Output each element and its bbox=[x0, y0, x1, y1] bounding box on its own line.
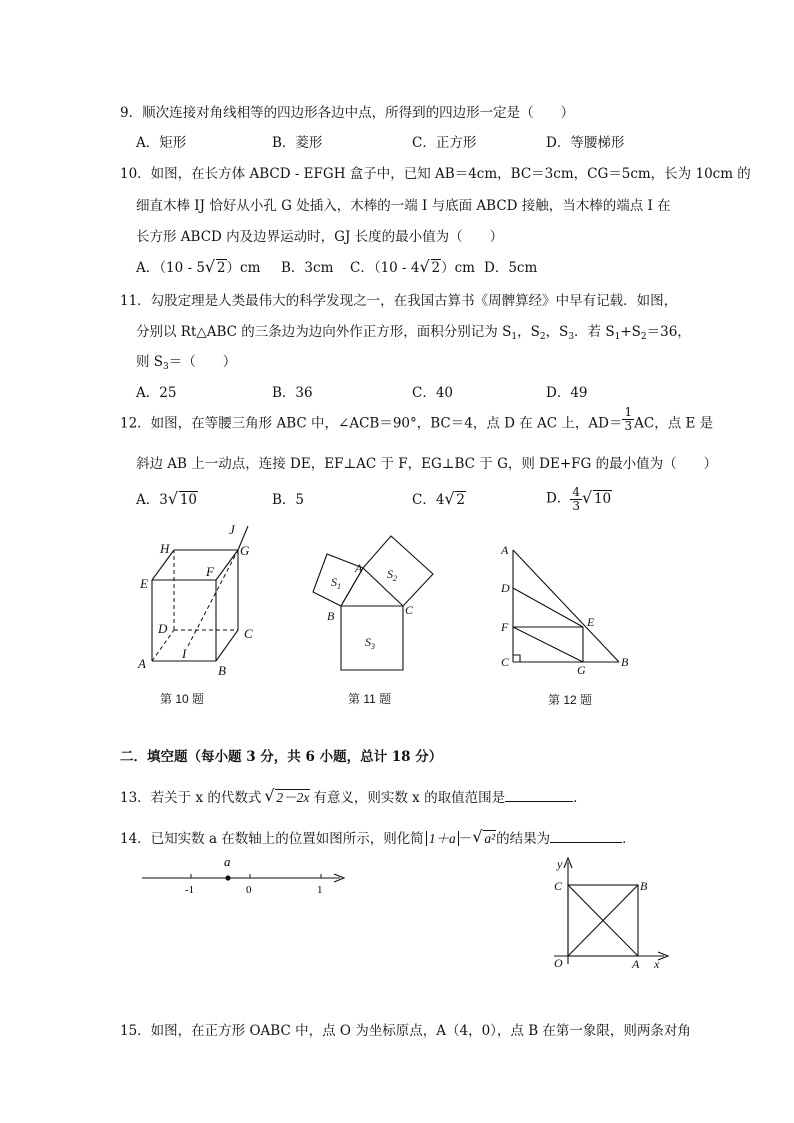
fig15-label: x bbox=[654, 957, 660, 971]
q11-option-c: C．40 bbox=[412, 385, 454, 401]
q12-line1 bbox=[120, 405, 714, 433]
q14-abs-expr: 1＋a bbox=[426, 831, 459, 846]
figure-10-box bbox=[130, 520, 260, 680]
fig12-label: A bbox=[501, 543, 509, 557]
sqrt-sign bbox=[264, 791, 310, 806]
q14-end: ． bbox=[622, 831, 636, 847]
fig10-label: H bbox=[160, 541, 170, 556]
figure-12-triangle bbox=[495, 540, 640, 675]
q10-option-c bbox=[350, 262, 475, 276]
subscript: 2 bbox=[539, 332, 546, 342]
fig10-label: A bbox=[138, 656, 146, 671]
q11-line1: 11．勾股定理是人类最伟大的科学发现之一，在我国古算书《周髀算经》中早有记载．如图， bbox=[120, 293, 678, 309]
fig10-label: B bbox=[218, 663, 226, 678]
q11-option-b: B．36 bbox=[272, 385, 313, 401]
fig10-label: C bbox=[244, 626, 253, 641]
q9-option-b: B．菱形 bbox=[272, 135, 323, 151]
section-2-title: 二．填空题（每小题 3 分，共 6 小题，总计 18 分） bbox=[120, 749, 443, 765]
fig15-label: C bbox=[554, 879, 563, 893]
fig10-label: F bbox=[206, 564, 214, 579]
q9-option-c: C．正方形 bbox=[412, 135, 477, 151]
q11-line2-text: ，S bbox=[517, 324, 540, 340]
sqrt-sign bbox=[420, 262, 442, 276]
fig10-label: D bbox=[158, 621, 168, 636]
subscript: 1 bbox=[511, 332, 518, 342]
fig11-label: B bbox=[327, 609, 335, 623]
fraction-denominator: 3 bbox=[572, 498, 580, 513]
q10-option-a-pre: A．（10 - 5 bbox=[136, 260, 205, 276]
q10-option-c-radicand: 2 bbox=[431, 260, 441, 276]
fig15-label: O bbox=[554, 956, 563, 970]
q12-option-c bbox=[412, 494, 466, 508]
sqrt-sign bbox=[168, 494, 198, 508]
fig12-label: D bbox=[501, 581, 510, 595]
q13-line bbox=[120, 789, 587, 806]
q11-line3 bbox=[136, 356, 236, 372]
q10-line2: 细直木棒 IJ 恰好从小孔 G 处插入，木棒的一端 I 与底面 ABCD 接触，当木棒的端点 I 在 bbox=[136, 198, 671, 214]
q14-radicand: a² bbox=[484, 831, 496, 846]
figure-15-square bbox=[548, 852, 678, 978]
fig12-label: E bbox=[587, 615, 595, 629]
fig11-label: $S_2$ bbox=[387, 567, 397, 583]
q10-option-b: B．3cm bbox=[281, 260, 334, 276]
subscript: 3 bbox=[163, 362, 169, 372]
fraction bbox=[570, 486, 582, 512]
q13-end: ． bbox=[573, 790, 587, 806]
q14-answer-blank[interactable] bbox=[550, 830, 622, 843]
fig11-label: $S_1$ bbox=[331, 575, 341, 591]
fig12-label: C bbox=[501, 655, 510, 669]
q11-line2-pre: 分别以 Rt△ABC 的三条边为边向外作正方形，面积分别记为 S bbox=[136, 324, 512, 340]
fraction-numerator: 4 bbox=[572, 485, 580, 499]
q10-option-a-post: ）cm bbox=[226, 260, 261, 276]
q11-line2-text: ，S bbox=[545, 324, 569, 340]
q12-option-c-radicand: 2 bbox=[456, 492, 466, 508]
q11-line2-text: +S bbox=[620, 324, 641, 340]
q12-option-d-pre: D． bbox=[546, 490, 571, 507]
q11-line3-post: ＝（ ） bbox=[168, 354, 237, 370]
figure-11-caption: 第 11 题 bbox=[348, 692, 392, 706]
q12-option-d-radicand: 10 bbox=[593, 490, 612, 507]
q12-option-c-pre: C．4 bbox=[412, 492, 445, 508]
fraction bbox=[622, 406, 634, 432]
sqrt-sign bbox=[444, 494, 466, 508]
sqrt-sign bbox=[472, 832, 496, 847]
q12-line1-pre: 12．如图，在等腰三角形 ABC 中，∠ACB＝90°，BC＝4，点 D 在 AC 上，AD＝ bbox=[120, 415, 623, 432]
q14-line bbox=[120, 830, 636, 847]
q11-option-d: D．49 bbox=[546, 385, 588, 401]
q12-option-a bbox=[136, 494, 198, 508]
q10-line1: 10．如图，在长方体 ABCD - EFGH 盒子中，已知 AB＝4cm，BC＝3cm，CG＝5cm，长为 10cm 的 bbox=[120, 166, 751, 182]
subscript: 3 bbox=[568, 332, 575, 342]
q9-option-d: D．等腰梯形 bbox=[546, 135, 625, 151]
q13-pre: 13．若关于 x 的代数式 bbox=[120, 790, 262, 806]
fig11-label: C bbox=[405, 603, 414, 617]
tick-label: 1 bbox=[317, 884, 323, 896]
fig15-label: A bbox=[632, 957, 640, 971]
fig10-label: E bbox=[140, 576, 148, 591]
q9-option-a: A．矩形 bbox=[136, 135, 187, 151]
fig10-label: G bbox=[240, 543, 250, 558]
fig15-label: y bbox=[557, 857, 563, 871]
q13-post: 有意义，则实数 x 的取值范围是 bbox=[313, 790, 506, 806]
figure-11-pythagoras bbox=[305, 530, 445, 680]
q12-option-d bbox=[546, 486, 612, 512]
fraction-denominator: 3 bbox=[624, 418, 633, 433]
q14-pre: 14．已知实数 a 在数轴上的位置如图所示，则化简 bbox=[120, 831, 424, 847]
point-a-label: a bbox=[224, 854, 231, 869]
q12-line1-post: AC，点 E 是 bbox=[634, 415, 714, 432]
fig10-label: J bbox=[229, 522, 235, 537]
subscript: 1 bbox=[614, 332, 621, 342]
q10-option-c-post: ）cm bbox=[441, 260, 475, 276]
fig10-label: I bbox=[182, 646, 187, 661]
sqrt-sign bbox=[582, 490, 612, 507]
q13-radicand: 2－2x bbox=[276, 790, 310, 805]
figure-12-caption: 第 12 题 bbox=[548, 693, 593, 707]
q11-option-a: A．25 bbox=[136, 385, 177, 401]
q9-stem: 9．顺次连接对角线相等的四边形各边中点，所得到的四边形一定是（ ） bbox=[120, 105, 575, 121]
number-line bbox=[136, 850, 356, 896]
q10-option-c-pre: C．（10 - 4 bbox=[350, 260, 420, 276]
sqrt-sign bbox=[205, 262, 227, 276]
fig12-label: F bbox=[501, 620, 509, 634]
q14-mid: － bbox=[458, 831, 473, 847]
q10-line3: 长方形 ABCD 内及边界运动时，GJ 长度的最小值为（ ） bbox=[136, 229, 504, 245]
q10-option-a-radicand: 2 bbox=[216, 260, 226, 276]
q13-answer-blank[interactable] bbox=[505, 789, 573, 802]
q12-option-b: B．5 bbox=[272, 492, 305, 508]
q12-option-a-radicand: 10 bbox=[179, 492, 198, 508]
fig12-label: B bbox=[621, 655, 629, 669]
tick-label: 0 bbox=[246, 884, 252, 896]
q12-option-a-pre: A．3 bbox=[136, 492, 168, 508]
q10-option-a bbox=[136, 262, 260, 276]
subscript: 2 bbox=[640, 332, 647, 342]
tick-label: -1 bbox=[185, 884, 195, 896]
fig11-label: $S_3$ bbox=[365, 635, 375, 651]
fig12-label: G bbox=[577, 663, 586, 675]
fraction-numerator: 1 bbox=[624, 405, 633, 419]
q15-line1: 15．如图，在正方形 OABC 中，点 O 为坐标原点，A（4，0），点 B 在第一象限，则两条对角 bbox=[120, 1023, 691, 1039]
q11-line2-post: ＝36， bbox=[646, 324, 691, 340]
figure-10-caption: 第 10 题 bbox=[160, 692, 205, 706]
q14-post: 的结果为 bbox=[496, 831, 551, 847]
fig11-label: A bbox=[355, 561, 363, 575]
q10-option-d: D．5cm bbox=[484, 260, 538, 276]
q12-line2: 斜边 AB 上一动点，连接 DE，EF⊥AC 于 F，EG⊥BC 于 G，则 DE+FG 的最小值为（ ） bbox=[136, 456, 718, 472]
point-a-dot bbox=[225, 875, 230, 880]
fig15-label: B bbox=[640, 879, 648, 893]
q11-line3-pre: 则 S bbox=[136, 354, 164, 370]
q11-line2 bbox=[136, 326, 691, 342]
q11-line2-text: ．若 S bbox=[574, 324, 615, 340]
